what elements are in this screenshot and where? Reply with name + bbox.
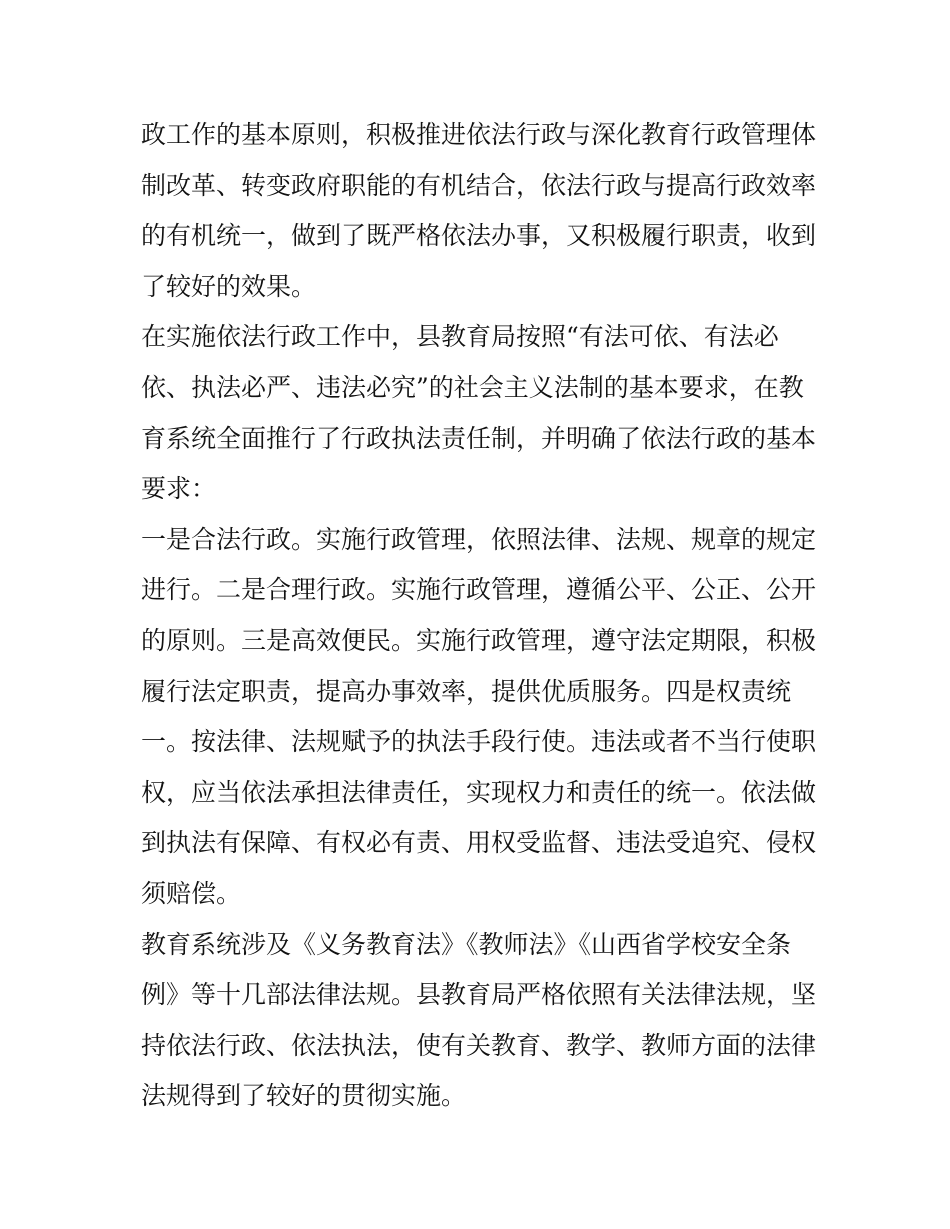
paragraph-2 (141, 312, 821, 514)
text-line: 例》等十几部法律法规。县教育局严格依照有关法律法规，坚 (141, 980, 817, 1010)
text-line: 制改革、转变政府职能的有机结合，依法行政与提高行政效率 (141, 170, 817, 200)
text-line: 到执法有保障、有权必有责、用权受监督、违法受追究、侵权 (141, 828, 817, 858)
text-line: 权，应当依法承担法律责任，实现权力和责任的统一。依法做 (141, 777, 817, 807)
text-line: 履行法定职责，提高办事效率，提供优质服务。四是权责统 (141, 676, 792, 706)
text-line: 的原则。三是高效便民。实施行政管理，遵守法定期限，积极 (141, 625, 817, 655)
text-line: 一是合法行政。实施行政管理，依照法律、法规、规章的规定 (141, 524, 817, 554)
text-line: 要求： (141, 474, 217, 504)
text-line: 的有机统一，做到了既严格依法办事，又积极履行职责，收到 (141, 221, 817, 251)
paragraph-1 (141, 110, 821, 312)
text-line: 法规得到了较好的贯彻实施。 (141, 1081, 467, 1111)
text-line: 政工作的基本原则，积极推进依法行政与深化教育行政管理体 (141, 120, 817, 149)
paragraph-3 (141, 515, 821, 920)
document-body (141, 110, 821, 1122)
text-line: 在实施依法行政工作中，县教育局按照“有法可依、有法必 (141, 322, 779, 352)
text-line: 持依法行政、依法执法，使有关教育、教学、教师方面的法律 (141, 1030, 817, 1060)
text-line: 育系统全面推行了行政执法责任制，并明确了依法行政的基本 (141, 423, 817, 453)
text-line: 须赔偿。 (141, 878, 242, 908)
text-line: 一。按法律、法规赋予的执法手段行使。违法或者不当行使职 (141, 727, 817, 757)
text-line: 了较好的效果。 (141, 271, 317, 301)
text-line: 教育系统涉及《义务教育法》《教师法》《山西省学校安全条 (141, 929, 792, 959)
paragraph-4 (141, 920, 821, 1122)
text-line: 依、执法必严、违法必究”的社会主义法制的基本要求，在教 (141, 372, 804, 402)
text-line: 进行。二是合理行政。实施行政管理，遵循公平、公正、公开 (141, 575, 817, 605)
